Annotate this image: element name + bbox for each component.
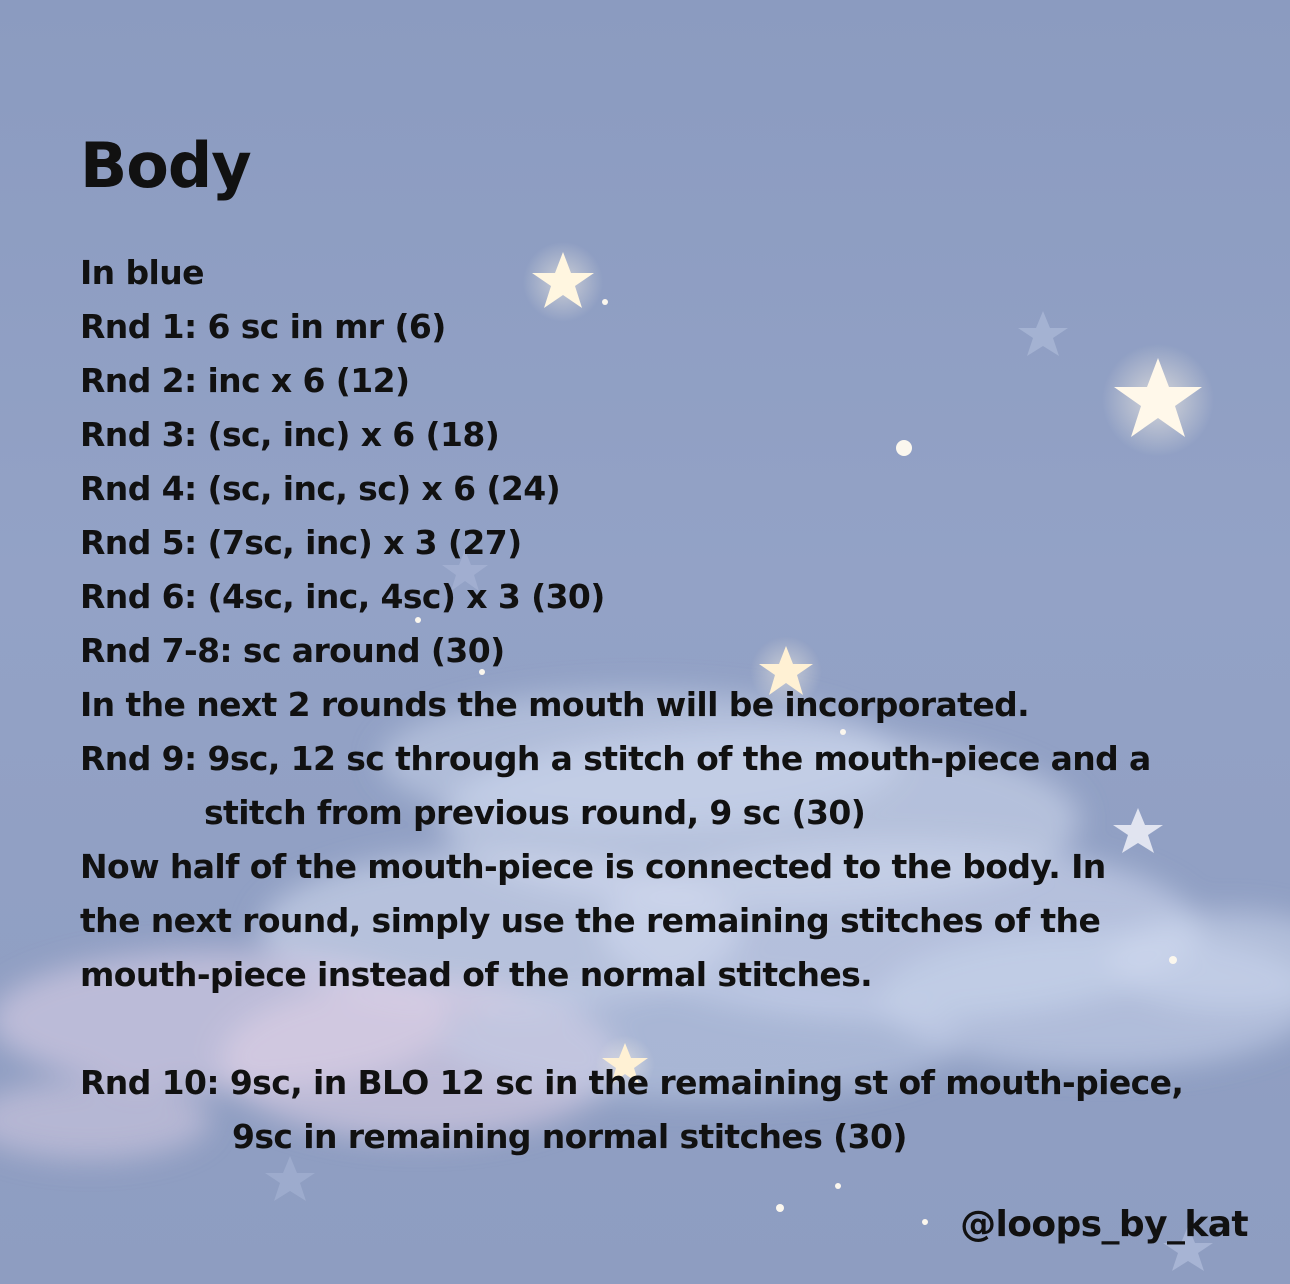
instruction-line-rnd-7-8: Rnd 7-8: sc around (30) [80,631,505,670]
instruction-line-rnd-2: Rnd 2: inc x 6 (12) [80,361,410,400]
instruction-line-rnd-4: Rnd 4: (sc, inc, sc) x 6 (24) [80,469,561,508]
section-title: Body [80,129,251,202]
instruction-line-rnd-9-continued: stitch from previous round, 9 sc (30) [204,793,866,832]
instruction-line-color: In blue [80,253,204,292]
spacer [80,1002,1230,1056]
instruction-line-rnd-9: Rnd 9: 9sc, 12 sc through a stitch of the mouth-piece and a [80,739,1151,778]
instruction-note-mouth-piece: mouth-piece instead of the normal stitches. [80,955,873,994]
instruction-note-mouth: In the next 2 rounds the mouth will be incorporated. [80,685,1030,724]
instruction-line-rnd-5: Rnd 5: (7sc, inc) x 3 (27) [80,523,522,562]
instruction-line-rnd-10: Rnd 10: 9sc, in BLO 12 sc in the remaining st of mouth-piece, [80,1063,1184,1102]
instruction-line-rnd-6: Rnd 6: (4sc, inc, 4sc) x 3 (30) [80,577,605,616]
pattern-document [80,128,1230,1164]
author-handle: @loops_by_kat [960,1204,1248,1245]
instruction-note-next-round: the next round, simply use the remaining stitches of the [80,901,1101,940]
instruction-note-half-connected: Now half of the mouth-piece is connected to the body. In [80,847,1106,886]
instruction-line-rnd-10-continued: 9sc in remaining normal stitches (30) [232,1117,907,1156]
instruction-line-rnd-1: Rnd 1: 6 sc in mr (6) [80,307,446,346]
instruction-line-rnd-3: Rnd 3: (sc, inc) x 6 (18) [80,415,500,454]
